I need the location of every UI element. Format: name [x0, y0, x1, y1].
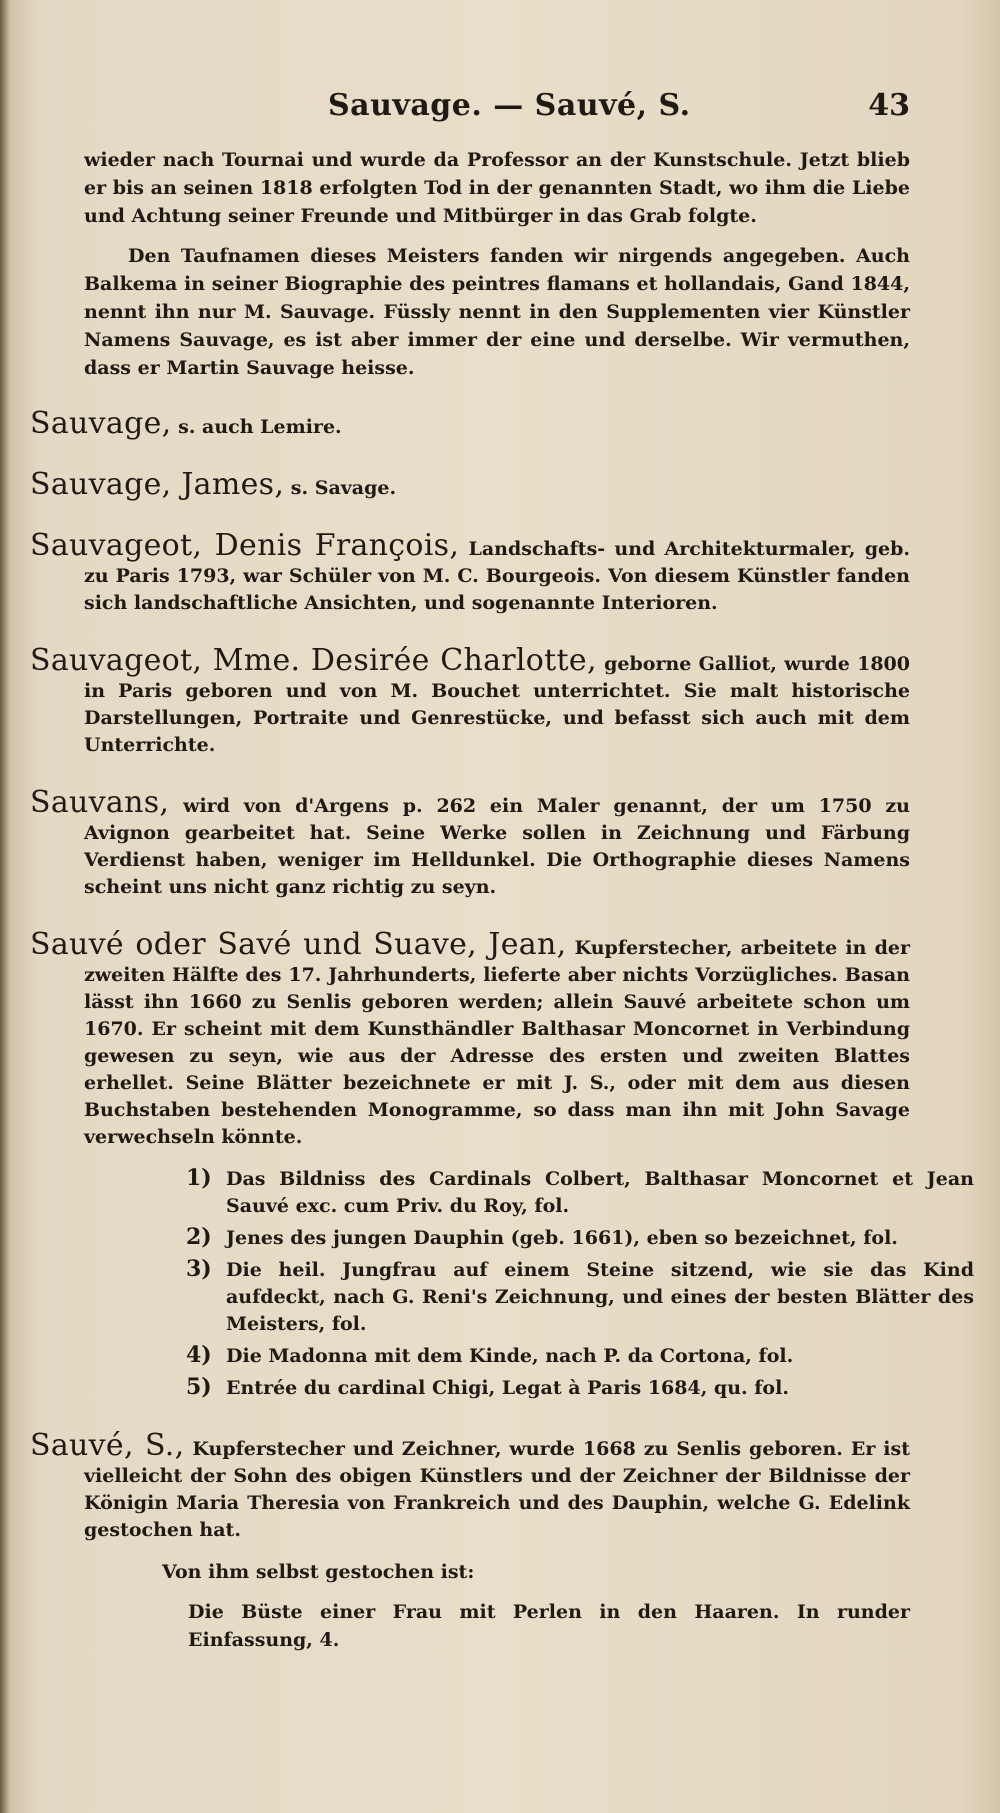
work-text: Entrée du cardinal Chigi, Legat à Paris 1684, qu. fol.	[226, 1377, 789, 1399]
entry-sauvageot-denis	[30, 528, 910, 617]
entry-sauvage	[30, 406, 910, 441]
page-header	[60, 88, 940, 132]
entry-headword: Sauvé, S.,	[30, 1428, 185, 1463]
list-item	[186, 1165, 974, 1220]
entry-sauve-jean	[30, 927, 910, 1151]
entry-sauvans	[30, 785, 910, 901]
page-number: 43	[868, 88, 910, 123]
entry-headword: Sauvage,	[30, 406, 172, 441]
entry-text: Kupferstecher und Zeichner, wurde 1668 zu Senlis geboren. Er ist vielleicht der Sohn des obigen Künstlers und der Zeichner der Bildnisse der Königin Maria Theresia von Frankreich und des Dauphin, welche G. Edelink gestochen hat.	[84, 1438, 910, 1541]
entry-headword: Sauvé oder Savé und Suave, Jean,	[30, 927, 567, 962]
works-list	[30, 1165, 974, 1402]
entry-text: Landschafts- und Architekturmaler, geb. zu Paris 1793, war Schüler von M. C. Bourgeois. Von diesem Künstler fanden sich landschaftliche Ansichten, und sogenannte Interioren.	[84, 538, 910, 614]
list-item	[186, 1256, 974, 1338]
entry-text: wird von d'Argens p. 262 ein Maler genannt, der um 1750 zu Avignon gearbeitet hat. Seine Werke sollen in Zeichnung und Färbung Verdienst haben, weniger im Helldunkel. Die Orthographie dieses Namens scheint uns nicht ganz richtig zu seyn.	[84, 795, 910, 898]
entry-headword: Sauvageot, Denis François,	[30, 528, 460, 563]
entry-headword: Sauvage, James,	[30, 467, 285, 502]
work-number: 4)	[186, 1342, 212, 1368]
entry-text: geborne Galliot, wurde 1800 in Paris geboren und von M. Bouchet unterrichtet. Sie malt historische Darstellungen, Portraite und Genrestücke, und befasst sich auch mit dem Unterrichte.	[84, 653, 910, 756]
sub-entry: Die Büste einer Frau mit Perlen in den Haaren. In runder Einfassung, 4.	[188, 1601, 910, 1651]
work-text: Die heil. Jungfrau auf einem Steine sitzend, wie sie das Kind aufdeckt, nach G. Reni's Zeichnung, und eines der besten Blätter des Meisters, fol.	[226, 1259, 974, 1335]
entry-text: s. Savage.	[290, 477, 397, 499]
work-text: Jenes des jungen Dauphin (geb. 1661), eben so bezeichnet, fol.	[226, 1227, 898, 1249]
continuation-paragraph: wieder nach Tournai und wurde da Professor an der Kunstschule. Jetzt blieb er bis an seinen 1818 erfolgten Tod in der genannten Stadt, wo ihm die Liebe und Achtung seiner Freunde und Mitbürger in das Grab folgte.	[84, 149, 910, 227]
entry-sauve-s	[30, 1428, 910, 1544]
work-text: Das Bildniss des Cardinals Colbert, Balthasar Moncornet et Jean Sauvé exc. cum Priv. du Roy, fol.	[226, 1168, 974, 1217]
sub-heading: Von ihm selbst gestochen ist:	[162, 1561, 475, 1583]
work-number: 5)	[186, 1374, 212, 1400]
work-number: 1)	[186, 1165, 212, 1191]
entry-headword: Sauvans,	[30, 785, 170, 820]
entry-sauvage-james	[30, 467, 910, 502]
list-item	[186, 1342, 974, 1370]
running-head: Sauvage. — Sauvé, S.	[328, 88, 691, 123]
list-item	[186, 1224, 974, 1252]
entry-sauvageot-desiree	[30, 643, 910, 759]
continuation-paragraph-2: Den Taufnamen dieses Meisters fanden wir nirgends angegeben. Auch Balkema in seiner Biographie des peintres flamans et hollandais, Gand 1844, nennt ihn nur M. Sauvage. Füssly nennt in den Supplementen vier Künstler Namens Sauvage, es ist aber immer der eine und derselbe. Wir vermuthen, dass er Martin Sauvage heisse.	[84, 245, 910, 379]
entry-text: s. auch Lemire.	[178, 416, 342, 438]
entry-text: Kupferstecher, arbeitete in der zweiten Hälfte des 17. Jahrhunderts, lieferte aber nichts Vorzügliches. Basan lässt ihn 1660 zu Senlis geboren werden; allein Sauvé arbeitete schon um 1670. Er scheint mit dem Kunsthändler Balthasar Moncornet in Verbindung gewesen zu seyn, wie aus der Adresse des ersten und zweiten Blattes erhellet. Seine Blätter bezeichnete er mit J. S., oder mit dem aus diesen Buchstaben bestehenden Monogramme, so dass man ihn mit John Savage verwechseln könnte.	[84, 937, 910, 1148]
work-text: Die Madonna mit dem Kinde, nach P. da Cortona, fol.	[226, 1345, 794, 1367]
work-number: 3)	[186, 1256, 212, 1282]
work-number: 2)	[186, 1224, 212, 1250]
page-body	[30, 146, 974, 1654]
list-item	[186, 1374, 974, 1402]
entry-headword: Sauvageot, Mme. Desirée Charlotte,	[30, 643, 597, 678]
